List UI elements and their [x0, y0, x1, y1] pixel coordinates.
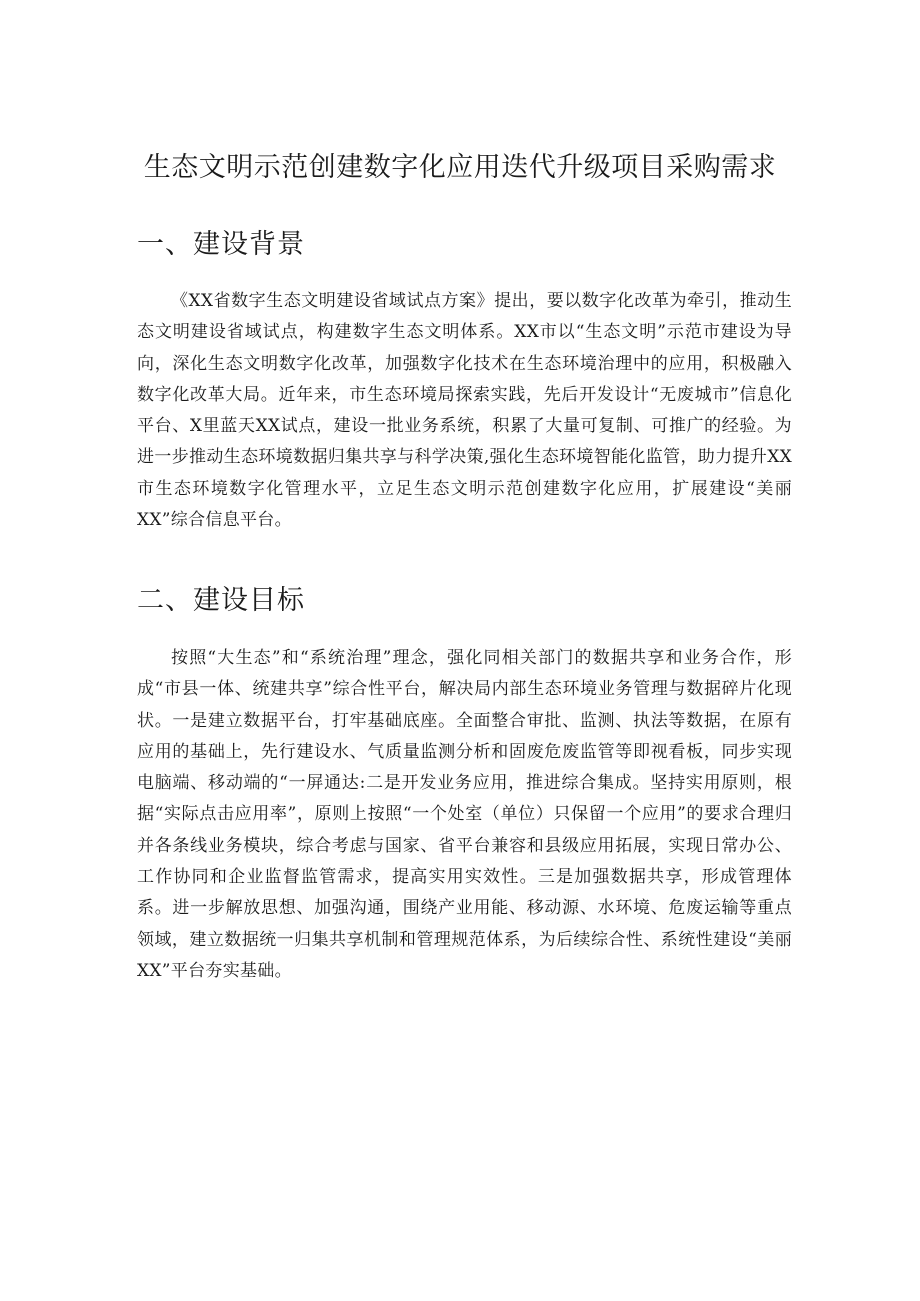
section-paragraph-background: 《XX省数字生态文明建设省域试点方案》提出，要以数字化改革为牵引，推动生态文明建设省域试点，构建数字生态文明体系。XX市以“生态文明”示范市建设为导向，深化生态文明数字化改革，加强数字化技术在生态环境治理中的应用，积极融入数字化改革大局。近年来，市生态环境局探索实践，先后开发设计“无废城市”信息化平台、X里蓝天XX试点，建设一批业务系统，积累了大量可复制、可推广的经验。为进一步推动生态环境数据归集共享与科学决策,强化生态环境智能化监管，助力提升XX市生态环境数字化管理水平，立足生态文明示范创建数字化应用，扩展建设“美丽XX”综合信息平台。	[137, 291, 792, 531]
section-paragraph-goals: 按照“大生态”和“系统治理”理念，强化同相关部门的数据共享和业务合作，形成“市县一体、统建共享”综合性平台，解决局内部生态环境业务管理与数据碎片化现状。一是建立数据平台，打牢基础底座。全面整合审批、监测、执法等数据，在原有应用的基础上，先行建设水、气质量监测分析和固废危废监管等即视看板，同步实现电脑端、移动端的“一屏通达:二是开发业务应用，推进综合集成。坚持实用原则，根据“实际点击应用率”，原则上按照“一个处室（单位）只保留一个应用”的要求合理归并各条线业务模块，综合考虑与国家、省平台兼容和县级应用拓展，实现日常办公、工作协同和企业监督监管需求，提高实用实效性。三是加强数据共享，形成管理体系。进一步解放思想、加强沟通，围绕产业用能、移动源、水环境、危废运输等重点领域，建立数据统一归集共享机制和管理规范体系，为后续综合性、系统性建设“美丽XX”平台夯实基础。	[137, 648, 792, 981]
document-title: 生态文明示范创建数字化应用迭代升级项目采购需求	[143, 152, 777, 183]
section-heading-goals: 二、建设目标	[137, 585, 305, 616]
section-heading-background: 一、建设背景	[137, 229, 305, 260]
